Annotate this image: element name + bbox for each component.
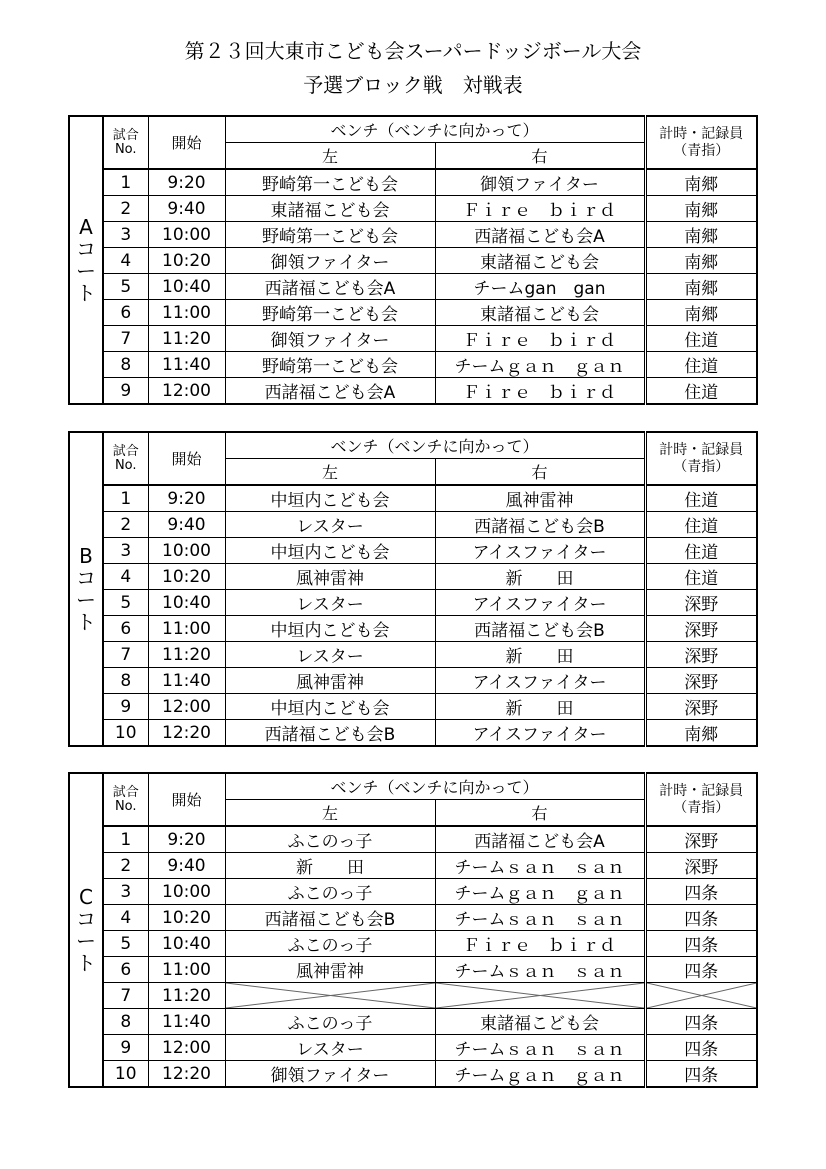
court-label-char: ト: [76, 951, 96, 975]
match-no-cell: 3: [103, 879, 148, 905]
match-no-header-line2: No.: [114, 457, 137, 473]
bench-left-team-cell: 風神雷神: [225, 564, 435, 590]
start-header: 開始: [148, 116, 225, 169]
table-row: [69, 169, 757, 196]
start-time-cell: 11:00: [148, 300, 225, 326]
bench-header: ベンチ（ベンチに向かって）: [225, 432, 645, 459]
table-row: [69, 931, 757, 957]
match-no-cell: 8: [103, 668, 148, 694]
table-row: [69, 1061, 757, 1088]
bench-right-team-cell: 西諸福こども会B: [435, 616, 645, 642]
recorder-cell: 四条: [645, 931, 757, 957]
table-row: [69, 1009, 757, 1035]
recorder-cell: 住道: [645, 564, 757, 590]
recorder-cell: 南郷: [645, 300, 757, 326]
start-time-cell: 11:40: [148, 352, 225, 378]
recorder-header: [645, 116, 757, 169]
match-no-cell: 6: [103, 616, 148, 642]
table-row: [69, 196, 757, 222]
bench-header: ベンチ（ベンチに向かって）: [225, 773, 645, 800]
recorder-cell: 四条: [645, 1061, 757, 1088]
recorder-cell: 住道: [645, 352, 757, 378]
court-label: [69, 432, 103, 746]
recorder-header: [645, 432, 757, 485]
start-time-cell: 12:20: [148, 1061, 225, 1088]
table-row: [69, 274, 757, 300]
bench-left-team-cell: 新 田: [225, 853, 435, 879]
table-row: [69, 300, 757, 326]
bench-left-team-cell: レスター: [225, 1035, 435, 1061]
bench-right-team-cell: 東諸福こども会: [435, 1009, 645, 1035]
match-no-cell: 1: [103, 169, 148, 196]
match-no-header-line2: No.: [114, 141, 137, 157]
bench-left-team-cell: レスター: [225, 512, 435, 538]
start-time-cell: 9:20: [148, 826, 225, 853]
match-no-header-line1: 試合: [112, 127, 139, 143]
bench-right-team-cell: Ｆｉｒｅ ｂｉｒｄ: [435, 196, 645, 222]
recorder-cell: 住道: [645, 538, 757, 564]
recorder-cell: 四条: [645, 879, 757, 905]
start-time-cell: 11:20: [148, 326, 225, 352]
match-no-cell: 8: [103, 1009, 148, 1035]
bench-left-team-cell: 中垣内こども会: [225, 616, 435, 642]
match-no-header-line1: 試合: [112, 443, 139, 459]
bench-left-team-cell: 野崎第一こども会: [225, 300, 435, 326]
recorder-cell: 深野: [645, 590, 757, 616]
match-no-cell: 9: [103, 378, 148, 405]
match-no-cell: 3: [103, 222, 148, 248]
table-row: [69, 853, 757, 879]
table-row: [69, 590, 757, 616]
table-row: [69, 378, 757, 405]
recorder-cell: 住道: [645, 485, 757, 512]
bench-right-team-cell: 新 田: [435, 564, 645, 590]
bench-right-header: 右: [435, 143, 645, 170]
bench-left-team-cell: 野崎第一こども会: [225, 222, 435, 248]
match-no-cell: 5: [103, 274, 148, 300]
bench-right-team-cell: チームｓａｎ ｓａｎ: [435, 853, 645, 879]
recorder-cell: 四条: [645, 1009, 757, 1035]
court-label-char: B: [79, 544, 93, 568]
bench-right-team-cell: 東諸福こども会: [435, 300, 645, 326]
court-schedule-table: [68, 772, 758, 1088]
bench-right-team-cell: 西諸福こども会B: [435, 512, 645, 538]
match-no-header: [103, 773, 148, 826]
court-label: [69, 773, 103, 1087]
match-no-header-line1: 試合: [112, 784, 139, 800]
bench-right-team-cell: アイスファイター: [435, 720, 645, 747]
recorder-cell: 深野: [645, 616, 757, 642]
bench-right-team-cell: Ｆｉｒｅ ｂｉｒｄ: [435, 931, 645, 957]
bench-left-header: 左: [225, 143, 435, 170]
table-row: [69, 668, 757, 694]
start-time-cell: 12:00: [148, 378, 225, 405]
bench-left-team-cell: 御領ファイター: [225, 1061, 435, 1088]
start-time-cell: 9:20: [148, 485, 225, 512]
match-no-cell: 1: [103, 485, 148, 512]
court-label-char: ー: [76, 259, 96, 283]
recorder-header-line1: 計時・記録員: [659, 441, 744, 458]
start-time-cell: 10:20: [148, 905, 225, 931]
recorder-cell: 四条: [645, 1035, 757, 1061]
bench-left-header: 左: [225, 459, 435, 486]
bench-left-team-cell: ふこのっ子: [225, 826, 435, 853]
match-no-cell: 4: [103, 564, 148, 590]
court-schedule-table: [68, 431, 758, 747]
bench-right-team-cell: チームｓａｎ ｓａｎ: [435, 905, 645, 931]
bench-right-team-cell: チームｇａｎ ｇａｎ: [435, 352, 645, 378]
recorder-header-line2: （青指）: [673, 142, 730, 159]
bench-right-team-cell: 西諸福こども会A: [435, 222, 645, 248]
bench-right-team-cell: アイスファイター: [435, 668, 645, 694]
bench-left-team-cell: 中垣内こども会: [225, 485, 435, 512]
recorder-cell: 南郷: [645, 196, 757, 222]
recorder-header-line2: （青指）: [673, 458, 730, 475]
recorder-header: [645, 773, 757, 826]
table-row: [69, 694, 757, 720]
recorder-cell: 四条: [645, 905, 757, 931]
bench-left-team-cell: 中垣内こども会: [225, 694, 435, 720]
table-row: [69, 616, 757, 642]
match-no-cell: 9: [103, 694, 148, 720]
bench-right-team-cell: 東諸福こども会: [435, 248, 645, 274]
court-label-char: コ: [76, 907, 96, 931]
table-row: [69, 826, 757, 853]
table-row: [69, 720, 757, 747]
bench-left-team-cell: 西諸福こども会A: [225, 378, 435, 405]
bench-left-header: 左: [225, 800, 435, 827]
match-no-cell: 4: [103, 905, 148, 931]
match-no-cell: 2: [103, 512, 148, 538]
bench-right-team-empty-cell: [435, 983, 645, 1009]
recorder-header-line2: （青指）: [673, 799, 730, 816]
bench-left-team-cell: レスター: [225, 590, 435, 616]
bench-left-team-cell: レスター: [225, 642, 435, 668]
bench-right-header: 右: [435, 800, 645, 827]
start-time-cell: 9:40: [148, 512, 225, 538]
bench-right-team-cell: アイスファイター: [435, 590, 645, 616]
table-row: [69, 248, 757, 274]
court-label: [69, 116, 103, 404]
bench-right-team-cell: 風神雷神: [435, 485, 645, 512]
start-header: 開始: [148, 432, 225, 485]
recorder-empty-cell: [645, 983, 757, 1009]
match-no-cell: 6: [103, 300, 148, 326]
start-time-cell: 11:00: [148, 957, 225, 983]
recorder-cell: 住道: [645, 378, 757, 405]
bench-left-team-cell: ふこのっ子: [225, 1009, 435, 1035]
table-row: [69, 326, 757, 352]
recorder-cell: 南郷: [645, 720, 757, 747]
match-no-cell: 7: [103, 642, 148, 668]
table-row: [69, 485, 757, 512]
start-time-cell: 10:20: [148, 564, 225, 590]
recorder-cell: 深野: [645, 853, 757, 879]
recorder-header-line1: 計時・記録員: [659, 782, 744, 799]
match-no-cell: 3: [103, 538, 148, 564]
bench-right-team-cell: チームｓａｎ ｓａｎ: [435, 957, 645, 983]
bench-left-team-cell: 西諸福こども会B: [225, 720, 435, 747]
court-label-char: A: [79, 215, 93, 239]
bench-left-team-cell: 野崎第一こども会: [225, 352, 435, 378]
court-label-char: ト: [76, 281, 96, 305]
match-no-cell: 6: [103, 957, 148, 983]
court-schedule-table: [68, 115, 758, 405]
recorder-cell: 住道: [645, 512, 757, 538]
recorder-cell: 深野: [645, 826, 757, 853]
start-time-cell: 9:40: [148, 853, 225, 879]
table-row: [69, 512, 757, 538]
bench-left-team-cell: 風神雷神: [225, 668, 435, 694]
table-row: [69, 538, 757, 564]
page-subtitle: 予選ブロック戦 対戦表: [303, 73, 523, 97]
bench-left-team-cell: ふこのっ子: [225, 931, 435, 957]
court-label-char: ト: [76, 610, 96, 634]
start-time-cell: 9:20: [148, 169, 225, 196]
court-label-char: C: [79, 885, 93, 909]
bench-right-team-cell: チームｇａｎ ｇａｎ: [435, 879, 645, 905]
match-no-header: [103, 116, 148, 169]
start-time-cell: 10:40: [148, 274, 225, 300]
start-time-cell: 10:00: [148, 538, 225, 564]
recorder-cell: 四条: [645, 957, 757, 983]
match-no-cell: 5: [103, 590, 148, 616]
bench-left-team-cell: 風神雷神: [225, 957, 435, 983]
match-no-cell: 9: [103, 1035, 148, 1061]
recorder-cell: 深野: [645, 642, 757, 668]
match-no-cell: 4: [103, 248, 148, 274]
recorder-cell: 深野: [645, 668, 757, 694]
bench-right-team-cell: チームgan gan: [435, 274, 645, 300]
match-no-header-line2: No.: [114, 798, 137, 814]
match-no-cell: 8: [103, 352, 148, 378]
start-time-cell: 10:00: [148, 879, 225, 905]
recorder-cell: 住道: [645, 326, 757, 352]
start-time-cell: 10:40: [148, 931, 225, 957]
start-time-cell: 10:20: [148, 248, 225, 274]
bench-right-team-cell: 新 田: [435, 642, 645, 668]
start-time-cell: 12:20: [148, 720, 225, 747]
table-row: [69, 957, 757, 983]
table-row: [69, 1035, 757, 1061]
bench-left-team-empty-cell: [225, 983, 435, 1009]
bench-right-header: 右: [435, 459, 645, 486]
bench-left-team-cell: 中垣内こども会: [225, 538, 435, 564]
page-title: 第２３回大東市こども会スーパードッジボール大会: [184, 39, 642, 63]
bench-left-team-cell: ふこのっ子: [225, 879, 435, 905]
match-no-cell: 5: [103, 931, 148, 957]
bench-header: ベンチ（ベンチに向かって）: [225, 116, 645, 143]
court-label-char: コ: [76, 566, 96, 590]
bench-left-team-cell: 御領ファイター: [225, 248, 435, 274]
start-time-cell: 11:00: [148, 616, 225, 642]
bench-right-team-cell: 御領ファイター: [435, 169, 645, 196]
bench-left-team-cell: 野崎第一こども会: [225, 169, 435, 196]
start-time-cell: 12:00: [148, 1035, 225, 1061]
recorder-cell: 南郷: [645, 169, 757, 196]
start-time-cell: 10:00: [148, 222, 225, 248]
start-time-cell: 11:40: [148, 1009, 225, 1035]
recorder-cell: 南郷: [645, 248, 757, 274]
start-time-cell: 12:00: [148, 694, 225, 720]
recorder-cell: 深野: [645, 694, 757, 720]
match-no-cell: 7: [103, 326, 148, 352]
match-no-cell: 1: [103, 826, 148, 853]
table-row: [69, 905, 757, 931]
bench-right-team-cell: 西諸福こども会A: [435, 826, 645, 853]
table-row: [69, 983, 757, 1009]
bench-right-team-cell: Ｆｉｒｅ ｂｉｒｄ: [435, 326, 645, 352]
bench-left-team-cell: 御領ファイター: [225, 326, 435, 352]
bench-right-team-cell: Ｆｉｒｅ ｂｉｒｄ: [435, 378, 645, 405]
court-label-char: コ: [76, 237, 96, 261]
court-label-char: ー: [76, 588, 96, 612]
recorder-cell: 南郷: [645, 222, 757, 248]
bench-left-team-cell: 東諸福こども会: [225, 196, 435, 222]
match-no-cell: 10: [103, 720, 148, 747]
table-row: [69, 352, 757, 378]
bench-right-team-cell: チームｓａｎ ｓａｎ: [435, 1035, 645, 1061]
start-header: 開始: [148, 773, 225, 826]
start-time-cell: 11:40: [148, 668, 225, 694]
match-no-cell: 10: [103, 1061, 148, 1088]
match-no-cell: 2: [103, 196, 148, 222]
start-time-cell: 11:20: [148, 983, 225, 1009]
bench-right-team-cell: 新 田: [435, 694, 645, 720]
bench-left-team-cell: 西諸福こども会B: [225, 905, 435, 931]
start-time-cell: 11:20: [148, 642, 225, 668]
match-no-header: [103, 432, 148, 485]
table-row: [69, 222, 757, 248]
match-no-cell: 7: [103, 983, 148, 1009]
court-label-char: ー: [76, 929, 96, 953]
bench-right-team-cell: チームｇａｎ ｇａｎ: [435, 1061, 645, 1088]
recorder-cell: 南郷: [645, 274, 757, 300]
match-no-cell: 2: [103, 853, 148, 879]
table-row: [69, 879, 757, 905]
start-time-cell: 10:40: [148, 590, 225, 616]
table-row: [69, 642, 757, 668]
bench-left-team-cell: 西諸福こども会A: [225, 274, 435, 300]
bench-right-team-cell: アイスファイター: [435, 538, 645, 564]
start-time-cell: 9:40: [148, 196, 225, 222]
recorder-header-line1: 計時・記録員: [659, 125, 744, 142]
table-row: [69, 564, 757, 590]
